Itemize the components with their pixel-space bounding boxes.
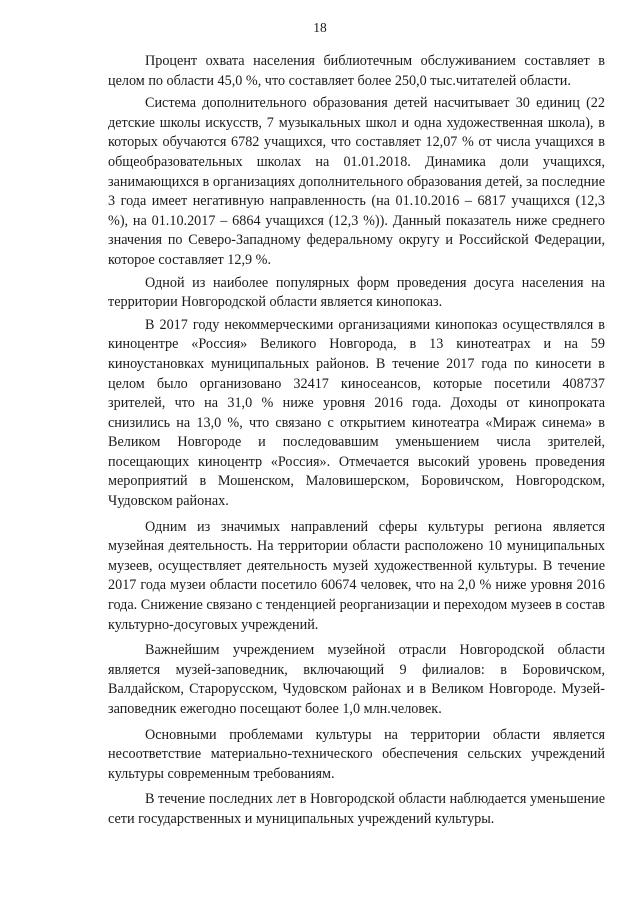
paragraph-library-coverage: Процент охвата населения библиотечным обслуживанием составляет в целом по области 45,0 %, что составляет более 250,0 тыс.читателей области.	[108, 53, 605, 89]
paragraph-additional-education: Система дополнительного образования детей насчитывает 30 единиц (22 детские школы искусств, 7 музыкальных школ и одна художественная школа), в которых обучаются 6782 учащихся, что составляет 12,07 % от числа учащихся в общеобразовательных школах на 01.01.2018. Динамика доли учащихся, занимающихся в организациях дополнительного образования детей, за последние 3 года имеет негативную направленность (на 01.10.2016 – 6817 учащихся (12,3 %), на 01.10.2017 – 6864 учащихся (12,3 %)). Данный показатель ниже среднего значения по Северо-Западному федеральному округу и Российской Федерации, которое составляет 12,9 %.	[108, 95, 605, 268]
page-number: 18	[313, 20, 327, 35]
document-body	[108, 52, 605, 830]
paragraph-network-decline: В течение последних лет в Новгородской области наблюдается уменьшение сети государственных и муниципальных учреждений культуры.	[108, 791, 605, 827]
paragraph-museums: Одним из значимых направлений сферы культуры региона является музейная деятельность. На территории области расположено 10 муниципальных музеев, осуществляет деятельность музей художественной культуры. В течение 2017 года музеи области посетило 60674 человек, что на 2,0 % ниже уровня 2016 года. Снижение связано с тенденцией реорганизации и переходом музеев в состав культурно-досуговых учреждений.	[108, 518, 605, 633]
paragraph-cinema-2017: В 2017 году некоммерческими организациями кинопоказ осуществлялся в киноцентре «Россия» Великого Новгорода, в 13 кинотеатрах и на 59 киноустановках муниципальных районов. В течение 2017 года по киносети в целом было организовано 32417 киносеансов, которые посетили 408737 зрителей, что на 31,0 % ниже уровня 2016 года. Доходы от кинопроката снизились на 13,0 %, что связано с открытием кинотеатра «Мираж синема» в Великом Новгороде и последовавшим уменьшением числа зрителей, посещающих киноцентр «Россия». Отмечается высокий уровень проведения мероприятий в Мошенском, Маловишерском, Боровичском, Новгородском, Чудовском районах.	[108, 316, 605, 510]
paragraph-cinema-intro: Одной из наиболее популярных форм проведения досуга населения на территории Новгородской области является кинопоказ.	[108, 274, 605, 311]
paragraph-museum-reserve: Важнейшим учреждением музейной отрасли Новгородской области является музей-заповедник, включающий 9 филиалов: в Боровичском, Валдайском, Старорусском, Чудовском районах и в Великом Новгороде. Музей-заповедник ежегодно посещают более 1,0 млн.человек.	[108, 642, 605, 717]
paragraph-culture-problems: Основными проблемами культуры на территории области является несоответствие материально-технического обеспечения сельских учреждений культуры современным требованиям.	[108, 726, 605, 782]
